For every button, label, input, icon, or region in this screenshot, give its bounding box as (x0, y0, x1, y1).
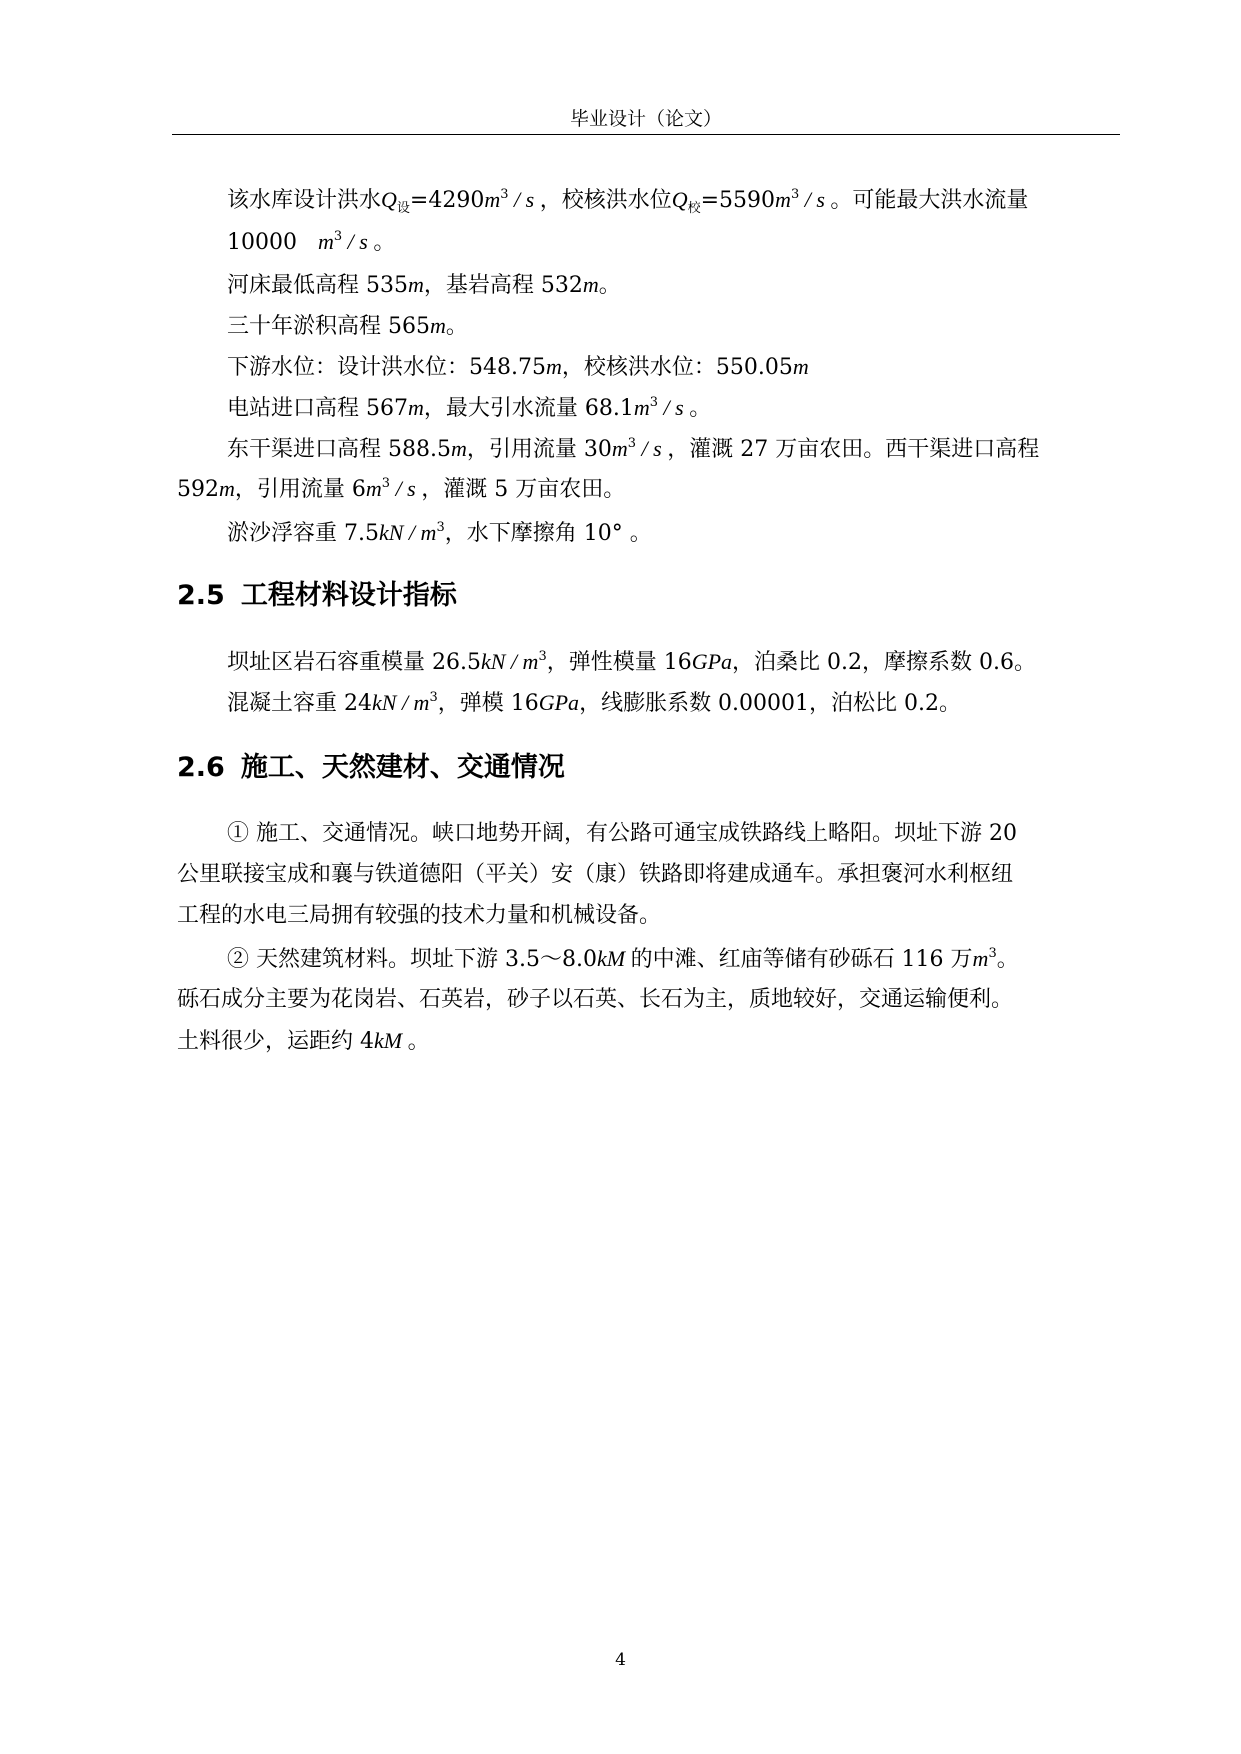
design-flood-line: 该水库设计洪水$Q_设=4290m^3 / s$ ，校核洪水位$Q_校=5590m^3 / s$ 。可能最大洪水流量 (227, 187, 1029, 216)
materials-line-3: 土料很少，运距约 4kM 。 (177, 1028, 430, 1054)
construction-line-1: ① 施工、交通情况。峡口地势开阔，有公路可通宝成铁路线上略阳。坝址下游 20 (227, 821, 1017, 846)
page-number: 4 (615, 1650, 626, 1670)
header-rule (172, 134, 1120, 135)
running-header: 毕业设计（论文） (569, 108, 722, 130)
riverbed-elevation-line: 河床最低高程 535m，基岩高程 532m。 (227, 272, 621, 298)
west-canal-line: 592m，引用流量 $6m^3$ / s ，灌溉 5 万亩农田。 (177, 476, 626, 502)
silt-density-line: 淤沙浮容重 $7.5kN / m^3$，水下摩擦角 10° 。 (227, 520, 652, 546)
max-flood-line: 10000 $m^3$ / s 。 (227, 229, 396, 255)
downstream-level-line: 下游水位：设计洪水位：548.75m，校核洪水位：550.05m (227, 354, 809, 380)
section-heading-2-6: 2.6 施工、天然建材、交通情况 (177, 752, 565, 783)
construction-line-3: 工程的水电三局拥有较强的技术力量和机械设备。 (177, 903, 662, 928)
section-heading-2-5: 2.5 工程材料设计指标 (177, 580, 457, 611)
materials-line-2: 砾石成分主要为花岗岩、石英岩，砂子以石英、长石为主，质地较好，交通运输便利。 (177, 987, 1014, 1012)
concrete-properties-line: 混凝土容重 $24kN / m^3$，弹模 16GPa，线膨胀系数 0.00001，泊松比 0.2。 (227, 690, 962, 716)
materials-line-1: ② 天然建筑材料。坝址下游 3.5～8.0kM 的中滩、红庙等储有砂砾石 116 万$m^3$。 (227, 946, 1019, 972)
sediment-elevation-line: 三十年淤积高程 565m。 (227, 313, 468, 339)
construction-line-2: 公里联接宝成和襄与铁道德阳（平关）安（康）铁路即将建成通车。承担褒河水利枢纽 (177, 862, 1014, 887)
east-canal-line: 东干渠进口高程 588.5m，引用流量 $30m^3$ / s ，灌溉 27 万亩农田。西干渠进口高程 (227, 436, 1040, 462)
powerhouse-intake-line: 电站进口高程 567m，最大引水流量 $68.1m^3$ / s 。 (227, 395, 712, 421)
rock-properties-line: 坝址区岩石容重模量 $26.5kN / m^3$，弹性模量 16GPa，泊桑比 0.2，摩擦系数 0.6。 (227, 649, 1037, 675)
